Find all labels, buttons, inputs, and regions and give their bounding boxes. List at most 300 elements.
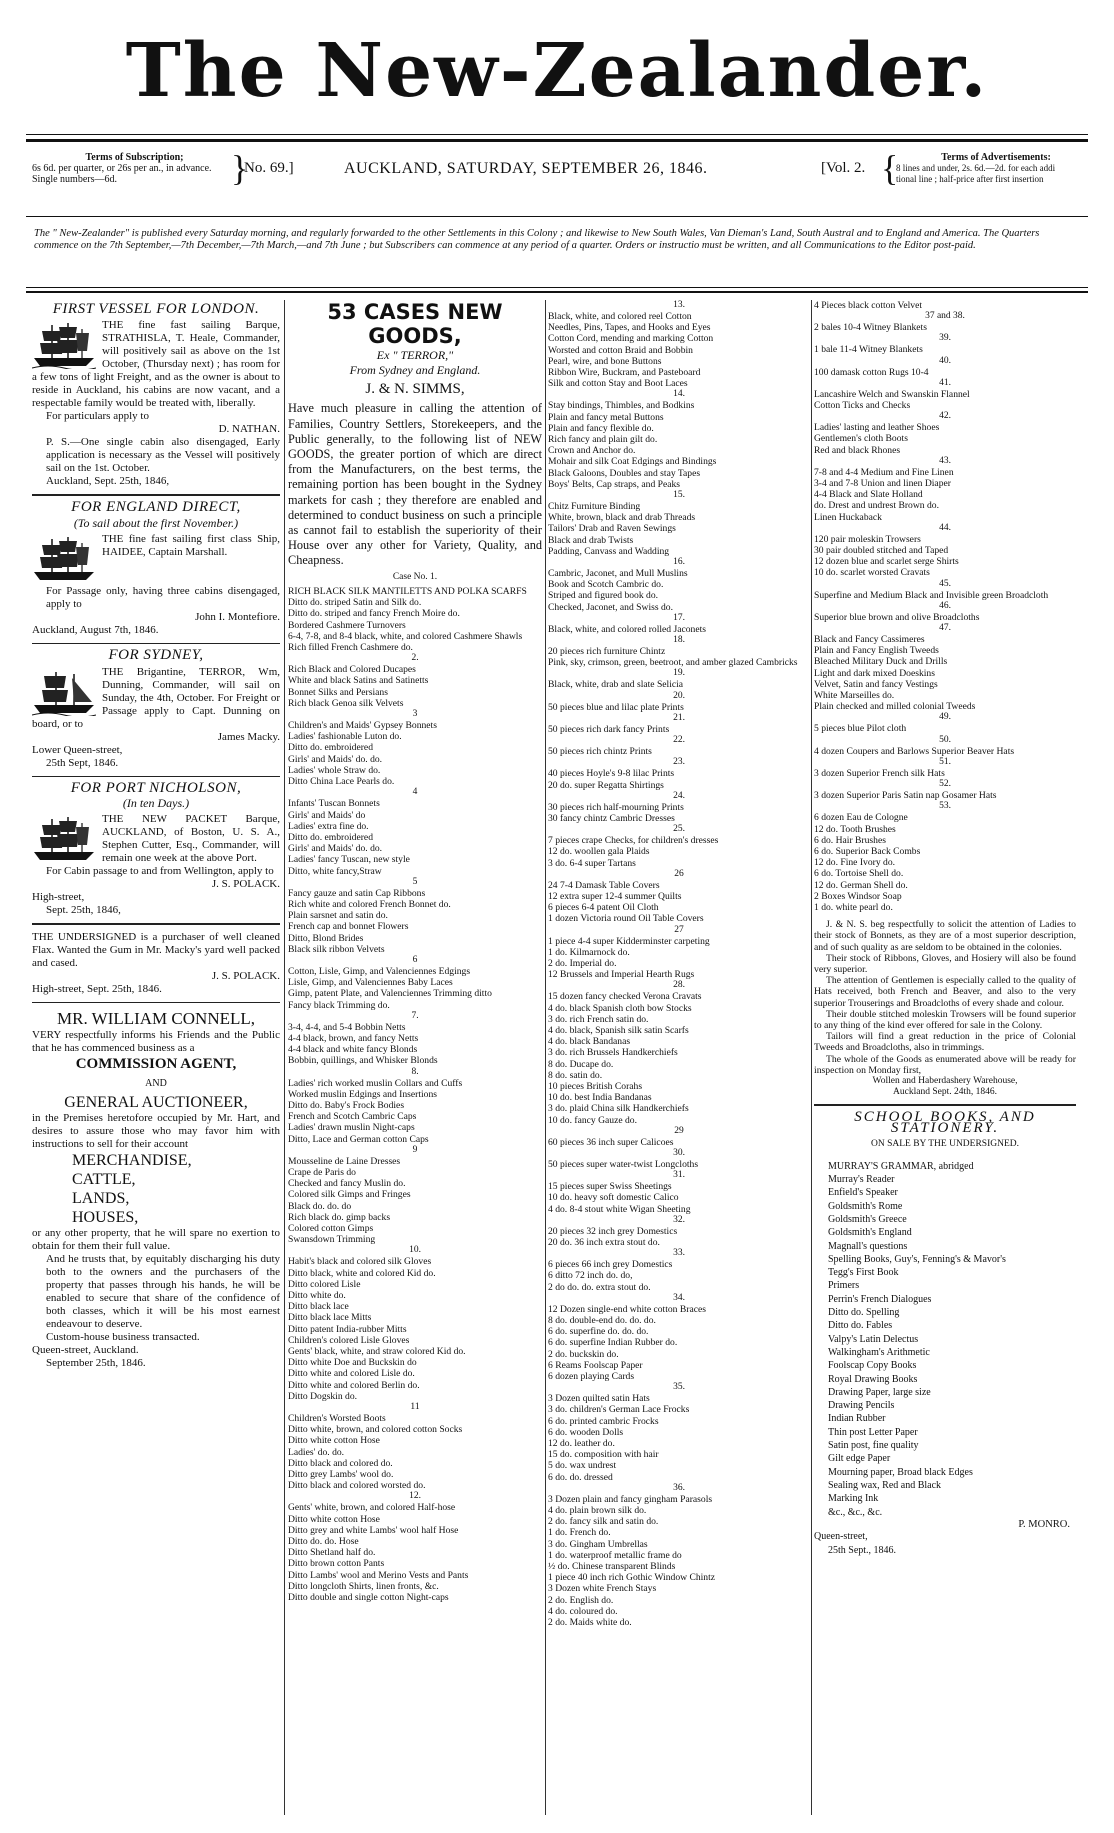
list-item: 10 do. fancy Gauze do. <box>548 1114 637 1126</box>
list-item: 3 Dozen plain and fancy gingham Parasols <box>548 1493 713 1505</box>
list-item: Tailors' Drab and Raven Sewings <box>548 523 676 535</box>
list-item: Chitz Furniture Binding <box>548 501 641 513</box>
ad-connell-body: VERY respectfully informs his Friends and the Public that he has commenced business as a <box>32 1029 280 1055</box>
case-number: 30. <box>673 1147 685 1158</box>
list-item: Ditto grey and white Lambs' wool half Hose <box>288 1524 459 1536</box>
case-number: 28. <box>673 980 685 991</box>
list-item: 4 Pieces black cotton Velvet <box>814 300 922 311</box>
list-item: 2 do. English do. <box>548 1594 614 1606</box>
list-item: Ladies' lasting and leather Shoes <box>814 422 940 434</box>
case-number: 29 <box>674 1125 684 1136</box>
ad-london-apply: For particulars apply to <box>46 410 149 423</box>
list-item: Black silk ribbon Velvets <box>288 943 385 955</box>
list-item: Pink, sky, crimson, green, beetroot, and amber glazed Cambricks <box>548 657 798 669</box>
list-item: Ditto Shetland half do. <box>288 1547 376 1559</box>
list-item: Ditto do. embroidered <box>288 831 373 843</box>
list-item: 15 pieces super Swiss Sheetings <box>548 1181 672 1193</box>
case-number: 26 <box>674 868 684 879</box>
ship-icon <box>32 668 96 716</box>
case-number: 46. <box>939 600 951 611</box>
list-item: Rich filled French Cashmere do. <box>288 642 413 654</box>
list-item: 2 do. buckskin do. <box>548 1348 619 1360</box>
list-item: Foolscap Copy Books <box>828 1360 917 1372</box>
case-number: 13. <box>673 300 685 310</box>
ad-england-name: John I. Montefiore. <box>195 611 280 624</box>
ad-england-title: FOR ENGLAND DIRECT, <box>71 499 241 516</box>
ad-england-sub: (To sail about the first November.) <box>73 515 239 530</box>
volume-number: [Vol. 2. <box>821 160 866 176</box>
ad-england-apply: For Passage only, having three cabins disengaged, apply to <box>46 585 280 611</box>
ad-divider <box>32 923 280 925</box>
list-item: 4 do. coloured do. <box>548 1605 618 1617</box>
ad-connell-list-item: CATTLE, <box>72 1171 136 1189</box>
list-item: Superior blue brown and olive Broadcloths <box>814 611 980 623</box>
list-item: 12 do. German Shell do. <box>814 879 908 891</box>
list-item: Satin post, fine quality <box>828 1440 919 1452</box>
list-item: 50 pieces rich dark fancy Prints <box>548 723 670 735</box>
list-item: Plain and Fancy English Tweeds <box>814 645 939 657</box>
simms-note-4: Their double stitched moleskin Trowsers will be found superior to any thing of the kind ever offered for sale in the Colony. <box>814 1008 1076 1031</box>
header-bar <box>26 150 1088 206</box>
case-number: 34. <box>673 1292 685 1303</box>
list-item: Book and Scotch Cambric do. <box>548 579 664 591</box>
ad-london-title: FIRST VESSEL FOR LONDON. <box>52 301 260 317</box>
list-item: 3 Dozen white French Stays <box>548 1583 657 1595</box>
list-item: Ditto patent India-rubber Mitts <box>288 1323 407 1335</box>
list-item: Royal Drawing Books <box>828 1373 918 1385</box>
list-item: Walkingham's Arithmetic <box>828 1346 930 1358</box>
ad-nicholson-date: Sept. 25th, 1846, <box>46 904 121 917</box>
list-item: 2 Boxes Windsor Soap <box>814 890 902 902</box>
list-item: 8 do. satin do. <box>548 1069 603 1081</box>
school-books-addr: Queen-street, <box>814 1531 868 1543</box>
list-item: 1 do. French do. <box>548 1527 611 1539</box>
list-item: Ditto black and colored do. <box>288 1457 393 1469</box>
list-item: Drawing Paper, large size <box>828 1386 931 1398</box>
case-number: 50. <box>939 734 951 745</box>
list-item: 3 do. rich Brussels Handkerchiefs <box>548 1047 678 1059</box>
advertisement-terms-title: Terms of Advertisements: <box>941 152 1051 163</box>
list-item: 50 pieces blue and lilac plate Prints <box>548 701 684 713</box>
case-number: 7. <box>411 1010 419 1021</box>
list-item: ½ do. Chinese transparent Blinds <box>548 1561 676 1573</box>
list-item: 6 do. superfine do. do. do. <box>548 1326 649 1338</box>
list-item: Ditto white cotton Hose <box>288 1513 380 1525</box>
ad-london-ps: P. S.—One single cabin also disengaged, Early application is necessary as the Vessel will positively sail on the 1st. October. <box>46 436 280 475</box>
list-item: Bonnet Silks and Persians <box>288 686 388 698</box>
list-item: Valpy's Latin Delectus <box>828 1333 919 1345</box>
list-item: Lancashire Welch and Swanskin Flannel <box>814 388 970 400</box>
list-item: 6 dozen Eau de Cologne <box>814 812 908 824</box>
case-number: 42. <box>939 411 951 422</box>
case-number: 18. <box>673 635 685 646</box>
goods-case-1: Case No. 1. <box>392 571 438 582</box>
ad-london-date: Auckland, Sept. 25th, 1846, <box>46 475 170 488</box>
list-item: Ladies' do. do. <box>288 1446 345 1458</box>
ad-flax-date: High-street, Sept. 25th, 1846. <box>32 983 162 996</box>
list-item: 30 pair doubled stitched and Taped <box>814 545 949 557</box>
list-item: Goldsmith's England <box>828 1227 912 1239</box>
list-item: Black, white, and colored reel Cotton <box>548 311 692 322</box>
list-item: French and Scotch Cambric Caps <box>288 1111 417 1123</box>
list-item: Ribbon Wire, Buckram, and Pasteboard <box>548 367 701 379</box>
list-item: Black, white, and colored rolled Jaconets <box>548 623 706 635</box>
advertisement-terms <box>896 152 1096 185</box>
ad-connell-list-item: MERCHANDISE, <box>72 1152 192 1170</box>
list-item: Bordered Cashmere Turnovers <box>288 619 406 631</box>
ad-divider <box>32 643 280 644</box>
case-number: 36. <box>673 1482 685 1493</box>
ad-connell-role2: GENERAL AUCTIONEER, <box>64 1094 248 1112</box>
list-item: Ditto do. do. Hose <box>288 1536 359 1548</box>
list-item: 1 piece 40 inch rich Gothic Window Chintz <box>548 1572 716 1584</box>
list-item: 5 pieces blue Pilot cloth <box>814 723 907 735</box>
masthead-title: The New-Zealander. <box>125 28 989 114</box>
list-item: 1 do. Kilmarnock do. <box>548 946 630 958</box>
ad-connell-body2: in the Premises heretofore occupied by Mr. Hart, and desires to assure those who may favor him with instructions to sell for their account <box>32 1112 280 1151</box>
list-item: Ditto Lambs' wool and Merino Vests and Pants <box>288 1569 469 1581</box>
list-item: 3 do. rich French satin do. <box>548 1013 649 1025</box>
header-rule-mid <box>26 216 1088 217</box>
list-item: Ladies' drawn muslin Night-caps <box>288 1122 415 1134</box>
list-item: 1 piece 4-4 super Kidderminster carpeting <box>548 935 710 947</box>
list-item: Worsted and cotton Braid and Bobbin <box>548 344 693 356</box>
list-item: 8 do. double-end do. do. do. <box>548 1315 656 1327</box>
column-divider <box>811 300 812 1815</box>
list-item: Magnall's questions <box>828 1240 908 1252</box>
case-number: 5 <box>412 876 418 887</box>
column-divider <box>284 300 285 1815</box>
list-item: Cotton, Lisle, Gimp, and Valenciennes Edgings <box>288 965 471 977</box>
list-item: Mourning paper, Broad black Edges <box>828 1466 973 1478</box>
list-item: 4-4 black and white fancy Blonds <box>288 1044 418 1056</box>
subscription-terms-line1: 6s 6d. per quarter, or 26s per an., in advance. <box>32 163 212 174</box>
list-item: 3 dozen Superior Paris Satin nap Gosamer Hats <box>814 790 997 802</box>
ad-nicholson-sub: (In ten Days.) <box>122 796 190 811</box>
list-item: 12 Dozen single-end white cotton Braces <box>548 1303 706 1315</box>
goods-list-continued <box>814 300 1076 913</box>
list-item: Plain and fancy flexible do. <box>548 422 654 434</box>
list-item: Boys' Belts, Cap straps, and Peaks <box>548 478 681 490</box>
list-item: do. Drest and undrest Brown do. <box>814 500 939 512</box>
list-item: 100 damask cotton Rugs 10-4 <box>814 366 929 378</box>
goods-vendor: J. & N. SIMMS, <box>365 381 465 397</box>
ship-icon <box>32 321 96 369</box>
case-number: 3 <box>412 709 418 720</box>
case-number: 4 <box>412 787 418 798</box>
ad-sydney-title: FOR SYDNEY, <box>108 647 204 664</box>
list-item: 6 do. Hair Brushes <box>814 834 886 846</box>
list-item: &c., &c., &c. <box>828 1506 883 1518</box>
brace-icon: } <box>231 148 249 188</box>
list-item: Needles, Pins, Tapes, and Hooks and Eyes <box>548 322 711 334</box>
list-item: 7 pieces crape Checks, for children's dresses <box>548 835 719 847</box>
list-item: 12 extra super 12-4 summer Quilts <box>548 890 682 902</box>
school-books-name: P. MONRO. <box>1018 1518 1070 1530</box>
case-number: 31. <box>673 1170 685 1181</box>
list-item: Children's colored Lisle Gloves <box>288 1334 410 1346</box>
case-number: 10. <box>409 1245 421 1256</box>
notice-rule-thick <box>26 291 1088 293</box>
case-number: 8. <box>411 1066 419 1077</box>
list-item: Ditto colored Lisle <box>288 1278 361 1290</box>
case-number: 49. <box>939 712 951 723</box>
ad-divider <box>32 1002 280 1003</box>
list-item: 12 dozen blue and scarlet serge Shirts <box>814 556 959 568</box>
list-item: 6 pieces 6-4 patent Oil Cloth <box>548 902 659 914</box>
list-item: 30 pieces rich half-mourning Prints <box>548 801 684 813</box>
list-item: Ditto China Lace Pearls do. <box>288 776 395 788</box>
list-item: 50 pieces super water-twist Longcloths <box>548 1158 699 1170</box>
case-number: 52. <box>939 779 951 790</box>
list-item: Ditto do. striped Satin and Silk do. <box>288 597 422 609</box>
ad-flax-name: J. S. POLACK. <box>211 970 280 983</box>
list-item: Ditto white, brown, and colored cotton Socks <box>288 1424 463 1436</box>
list-item: Ditto white Doe and Buckskin do <box>288 1357 417 1369</box>
list-item: Fancy gauze and satin Cap Ribbons <box>288 887 426 899</box>
case-number: 25. <box>673 824 685 835</box>
case-number: 44. <box>939 522 951 533</box>
list-item: Ditto grey Lambs' wool do. <box>288 1469 394 1481</box>
list-item: 3 do. 6-4 super Tartans <box>548 857 636 869</box>
list-item: 30 fancy chintz Cambric Dresses <box>548 812 675 824</box>
list-item: Ditto longcloth Shirts, linen fronts, &c. <box>288 1580 439 1592</box>
list-item: Habit's black and colored silk Gloves <box>288 1256 432 1268</box>
list-item: Padding, Canvass and Wadding <box>548 545 670 557</box>
case-number: 35. <box>673 1382 685 1393</box>
ad-connell-title: MR. WILLIAM CONNELL, <box>57 1009 255 1029</box>
list-item: 24 7-4 Damask Table Covers <box>548 879 660 891</box>
ad-connell-list-item: HOUSES, <box>72 1209 139 1227</box>
list-item: 20 pieces 32 inch grey Domestics <box>548 1225 678 1237</box>
list-item: 1 do. white pearl do. <box>814 901 893 913</box>
case-number: 47. <box>939 623 951 634</box>
list-item: 3 do. Gingham Umbrellas <box>548 1538 648 1550</box>
list-item: French cap and bonnet Flowers <box>288 921 409 933</box>
list-item: Enfield's Speaker <box>828 1187 898 1199</box>
ad-nicholson-title: FOR PORT NICHOLSON, <box>70 779 242 796</box>
case-number: 24. <box>673 790 685 801</box>
list-item: Fancy black Trimming do. <box>288 999 390 1011</box>
ship-icon <box>32 535 96 583</box>
list-item: Plain and fancy metal Buttons <box>548 411 664 423</box>
list-item: Girls' and Maids' do. do. <box>288 753 383 765</box>
list-item: Rich Black and Colored Ducapes <box>288 664 416 676</box>
list-item: 6 do. do. dressed <box>548 1471 613 1483</box>
case-number: 32. <box>673 1214 685 1225</box>
case-number: 43. <box>939 455 951 466</box>
list-item: Ditto do. embroidered <box>288 742 373 754</box>
list-item: Ditto white do. <box>288 1290 346 1302</box>
case-number: 2. <box>411 653 419 664</box>
list-item: Mousseline de Laine Dresses <box>288 1155 401 1167</box>
list-item: Stay bindings, Thimbles, and Bodkins <box>548 400 695 412</box>
case-number: 40. <box>939 355 951 366</box>
case-number: 27 <box>674 924 684 935</box>
list-item: Black and drab Twists <box>548 534 634 546</box>
list-item: Ladies' fancy Tuscan, new style <box>288 854 410 866</box>
simms-note-1: J. & N. S. beg respectfully to solicit the attention of Ladies to their stock of Bonnets, as they are of a most superior description, and of such quality as are seldom to be obtained in the colonies. <box>814 919 1076 953</box>
school-books-sub: ON SALE BY THE UNDERSIGNED. <box>870 1138 1020 1149</box>
goods-list-continued <box>548 300 810 1628</box>
list-item: 12 do. Fine Ivory do. <box>814 857 896 869</box>
case-number: 21. <box>673 712 685 723</box>
ad-divider <box>814 1104 1076 1106</box>
list-item: 6 do. Tortoise Shell do. <box>814 868 904 880</box>
ad-flax-body: THE UNDERSIGNED is a purchaser of well cleaned Flax. Wanted the Gum in Mr. Macky's yard well packed and cased. <box>32 931 280 970</box>
column-3 <box>548 300 810 1815</box>
list-item: Ditto do. Spelling <box>828 1307 900 1319</box>
list-item: 3-4, 4-4, and 5-4 Bobbin Netts <box>288 1021 406 1033</box>
list-item: Children's and Maids' Gypsey Bonnets <box>288 720 437 732</box>
list-item: Rich black do. gimp backs <box>288 1211 391 1223</box>
list-item: Primers <box>828 1280 860 1292</box>
list-item: 6 do. superfine Indian Rubber do. <box>548 1337 678 1349</box>
list-item: Light and dark mixed Doeskins <box>814 667 935 679</box>
case-number: 53. <box>939 801 951 812</box>
list-item: MURRAY'S GRAMMAR, abridged <box>828 1160 974 1172</box>
list-item: Ditto black lace Mitts <box>288 1312 372 1324</box>
list-item: Superfine and Medium Black and Invisible green Broadcloth <box>814 589 1049 601</box>
ad-connell-list <box>32 1151 280 1227</box>
case-number: 14. <box>673 389 685 400</box>
list-item: 7-8 and 4-4 Medium and Fine Linen <box>814 466 954 478</box>
list-item: Ditto do. Fables <box>828 1320 893 1332</box>
case-number: 11 <box>410 1402 420 1413</box>
ad-nicholson-body: THE NEW PACKET Barque, AUCKLAND, of Boston, U. S. A., Stephen Cutter, Esq., Commander, will remain one week at the above Port. <box>102 813 280 865</box>
list-item: Ditto, white fancy,Straw <box>288 865 382 877</box>
case-number: 39. <box>939 333 951 344</box>
list-item: Crape de Paris do <box>288 1166 356 1178</box>
school-books-list <box>814 1160 1076 1519</box>
list-item: Murray's Reader <box>828 1174 895 1186</box>
list-item: 10 pieces British Corahs <box>548 1080 643 1092</box>
list-item: Ditto white and colored Lisle do. <box>288 1368 415 1380</box>
list-item: Worked muslin Edgings and Insertions <box>288 1088 437 1100</box>
list-item: Red and black Rhones <box>814 444 901 456</box>
list-item: 6 do. wooden Dolls <box>548 1426 624 1438</box>
brace-icon: { <box>881 148 899 188</box>
list-item: Black and Fancy Cassimeres <box>814 634 925 646</box>
list-item: White Marseilles do. <box>814 690 895 702</box>
list-item: Striped and figured book do. <box>548 590 659 602</box>
column-1 <box>32 300 280 1815</box>
list-item: 10 do. scarlet worsted Cravats <box>814 567 930 579</box>
list-item: Bleached Military Duck and Drills <box>814 656 948 668</box>
header-rule-top-thick <box>26 139 1088 142</box>
list-item: Ditto brown cotton Pants <box>288 1558 385 1570</box>
list-item: Drawing Pencils <box>828 1400 895 1412</box>
simms-note-5: Tailors will find a great reduction in the price of Colonial Tweeds and Broadcloths, also in trimmings. <box>814 1031 1076 1054</box>
list-item: 4-4 black, brown, and fancy Netts <box>288 1032 419 1044</box>
ad-sydney-body: THE Brigantine, TERROR, Wm, Dunning, Commander, will sail on Sunday, the 4th, October. For Freight or Passage apply to Capt. Dunning on board, or to <box>32 665 280 730</box>
list-item: 8 do. Ducape do. <box>548 1058 614 1070</box>
list-item: Ditto black, white and colored Kid do. <box>288 1267 436 1279</box>
list-item: 4 do. plain brown silk do. <box>548 1505 647 1517</box>
list-item: 2 do do. do. extra stout do. <box>548 1281 651 1293</box>
column-divider <box>545 300 546 1815</box>
ad-sydney-date: 25th Sept, 1846. <box>46 756 119 769</box>
list-item: Crown and Anchor do. <box>548 445 636 457</box>
simms-note-2: Their stock of Ribbons, Gloves, and Hosiery will also be found very superior. <box>814 952 1076 975</box>
list-item: 6 Reams Foolscap Paper <box>548 1359 643 1371</box>
ad-england-date: Auckland, August 7th, 1846. <box>32 624 159 637</box>
list-item: 1 dozen Victoria round Oil Table Covers <box>548 913 704 925</box>
list-item: 3 dozen Superior French silk Hats <box>814 767 945 779</box>
ad-nicholson-apply: For Cabin passage to and from Wellington, apply to <box>46 865 274 878</box>
list-item: Indian Rubber <box>828 1413 886 1425</box>
list-item: Gimp, patent Plate, and Valenciennes Trimming ditto <box>288 988 492 1000</box>
list-item: Checked and fancy Muslin do. <box>288 1178 406 1190</box>
list-item: Bobbin, quillings, and Whisker Blonds <box>288 1055 438 1067</box>
list-item: 4 dozen Coupers and Barlows Superior Beaver Hats <box>814 745 1015 757</box>
list-item: 2 bales 10-4 Witney Blankets <box>814 322 927 334</box>
list-item: 4-4 Black and Slate Holland <box>814 489 923 501</box>
list-item: 4 do. 8-4 stout white Wigan Sheeting <box>548 1203 691 1215</box>
list-item: RICH BLACK SILK MANTILETTS AND POLKA SCARFS <box>288 586 527 598</box>
list-item: Gents' white, brown, and colored Half-hose <box>288 1502 456 1514</box>
list-item: Marking Ink <box>828 1493 879 1505</box>
ad-connell-addr: Queen-street, Auckland. <box>32 1344 139 1357</box>
list-item: Rich white and colored French Bonnet do. <box>288 898 451 910</box>
list-item: Rich fancy and plain gilt do. <box>548 434 658 446</box>
ad-connell-date: September 25th, 1846. <box>46 1357 146 1370</box>
list-item: Mohair and silk Coat Edgings and Bindings <box>548 456 717 468</box>
list-item: White and black Satins and Satinetts <box>288 675 429 687</box>
list-item: Gentlemen's cloth Boots <box>814 433 908 445</box>
list-item: Plain sarsnet and satin do. <box>288 910 388 922</box>
advertisement-terms-line2: tional line ; half-price after first insertion <box>896 174 1044 184</box>
list-item: 20 pieces rich furniture Chintz <box>548 646 666 658</box>
goods-heading: 53 CASES NEW GOODS, <box>327 300 503 348</box>
list-item: 6-4, 7-8, and 8-4 black, white, and colored Cashmere Shawls <box>288 630 523 642</box>
list-item: Swansdown Trimming <box>288 1234 376 1246</box>
list-item: 6 pieces 66 inch grey Domestics <box>548 1259 673 1271</box>
list-item: Gents' black, white, and straw colored Kid do. <box>288 1346 466 1358</box>
list-item: 6 dozen playing Cards <box>548 1371 635 1383</box>
list-item: Cambric, Jaconet, and Mull Muslins <box>548 568 688 580</box>
ad-connell-body3: or any other property, that he will spare no exertion to obtain for them their full value. <box>32 1227 280 1253</box>
goods-ex: Ex " TERROR," <box>376 348 454 362</box>
list-item: 15 do. composition with hair <box>548 1449 659 1461</box>
list-item: 12 do. leather do. <box>548 1438 615 1450</box>
list-item: 4 do. black Spanish cloth bow Stocks <box>548 1002 692 1014</box>
list-item: Ditto Dogskin do. <box>288 1390 358 1402</box>
list-item: Black do. do. do <box>288 1200 352 1212</box>
list-item: Spelling Books, Guy's, Fenning's & Mavor's <box>828 1253 1006 1265</box>
list-item: 12 do. woollen gala Plaids <box>548 846 650 858</box>
publication-notice: The " New-Zealander" is published every Saturday morning, and regularly forwarded to the other Settlements in this Colony ; and likewise to New South Wales, Van Dieman's Land, South Austral and to England and America. The Quarters commence on the 7th September,—7th December,—7th March,—and 7th June ; but Subscribers can commence at any period of a quarter. Orders or instructio must be written, and all Communications to the Editor post-paid. <box>34 228 1040 251</box>
list-item: 20 do. super Regatta Shirtings <box>548 779 664 791</box>
school-books-date: 25th Sept., 1846. <box>828 1544 897 1556</box>
list-item: Ditto white cotton Hose <box>288 1435 380 1447</box>
list-item: 6 ditto 72 inch do. do, <box>548 1270 633 1282</box>
case-number: 41. <box>939 377 951 388</box>
list-item: Ladies' fashionable Luton do. <box>288 731 402 743</box>
ad-connell-body4: And he trusts that, by equitably discharging his duty both to the owners and the purchasers of the property that passes through his hands, he will be enabled to secure that share of the confidence of both classes, which it will be his most earnest endeavour to deserve. <box>46 1253 280 1331</box>
list-item: Colored cotton Gimps <box>288 1223 374 1234</box>
simms-sign-1: Wollen and Haberdashery Warehouse, <box>872 1075 1018 1086</box>
list-item: Ditto, Lace and German cotton Caps <box>288 1133 429 1145</box>
simms-sign-2: Auckland Sept. 24th, 1846. <box>893 1086 997 1097</box>
list-item: Checked, Jaconet, and Swiss do. <box>548 601 673 613</box>
notice-rule <box>26 287 1088 288</box>
list-item: Cotton Cord, mending and marking Cotton <box>548 333 714 345</box>
list-item: 4 do. black, Spanish silk satin Scarfs <box>548 1024 689 1036</box>
list-item: Pearl, wire, and bone Buttons <box>548 355 662 367</box>
advertisement-terms-line1: 8 lines and under, 2s. 6d.—2d. for each addi <box>896 163 1056 173</box>
ad-divider <box>32 776 280 777</box>
